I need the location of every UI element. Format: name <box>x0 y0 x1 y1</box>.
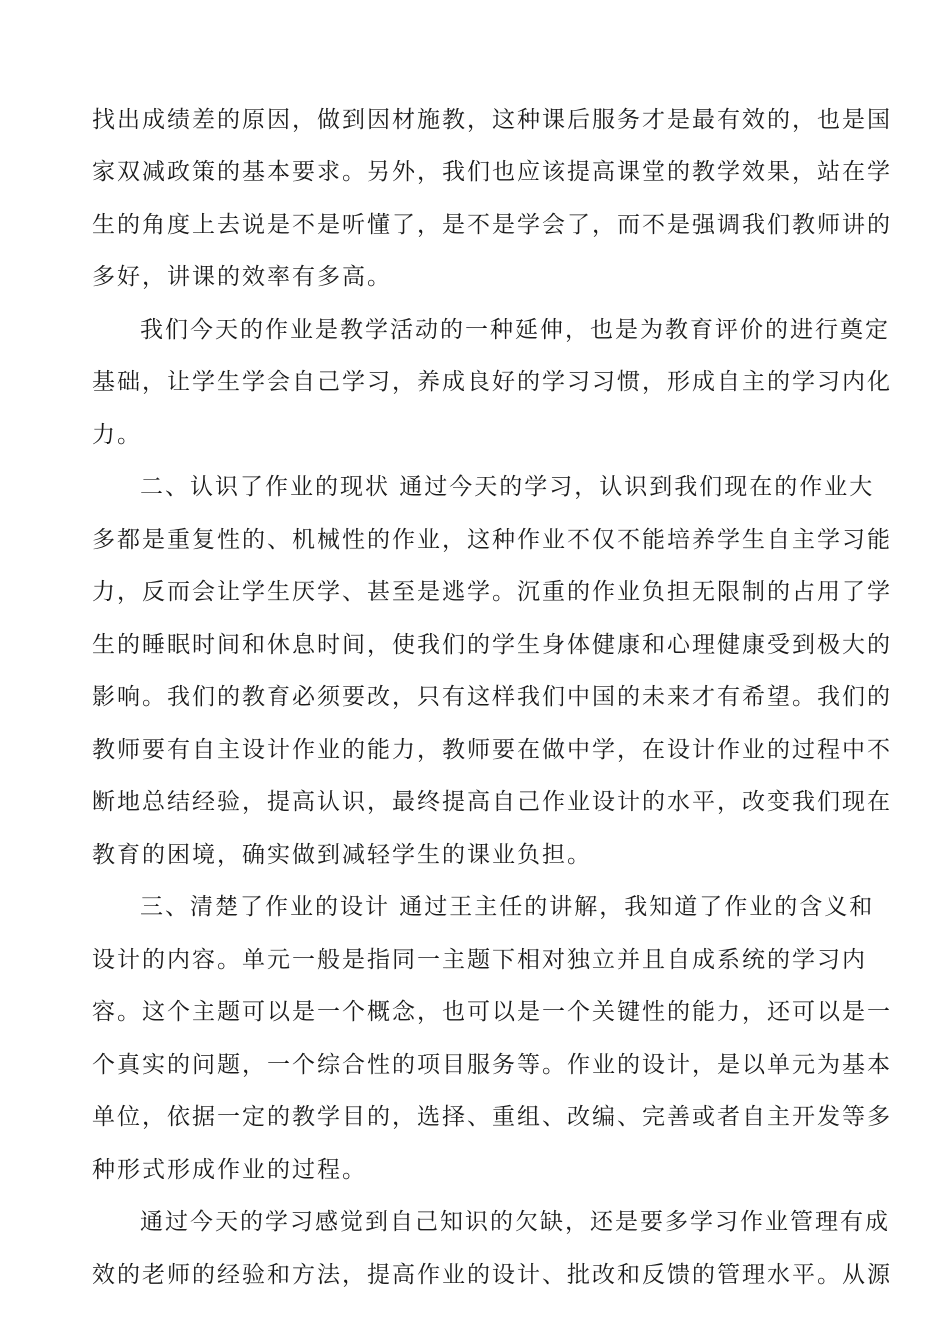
paragraph-3-line-5: 影响。我们的教育必须要改，只有这样我们中国的未来才有希望。我们的 <box>92 684 892 710</box>
paragraph-2-line-2: 基础，让学生学会自己学习，养成良好的学习习惯，形成自主的学习内化 <box>92 369 892 395</box>
paragraph-2-line-1: 我们今天的作业是教学活动的一种延伸，也是为教育评价的进行奠定 <box>140 317 890 343</box>
paragraph-1-line-4: 多好，讲课的效率有多高。 <box>92 264 392 290</box>
paragraph-4-line-1: 三、清楚了作业的设计 通过王主任的讲解，我知道了作业的含义和 <box>140 894 875 920</box>
paragraph-4-line-3: 容。这个主题可以是一个概念，也可以是一个关键性的能力，还可以是一 <box>92 999 892 1025</box>
paragraph-3-line-6: 教师要有自主设计作业的能力，教师要在做中学，在设计作业的过程中不 <box>92 737 892 763</box>
paragraph-5-line-2: 效的老师的经验和方法，提高作业的设计、批改和反馈的管理水平。从源 <box>92 1262 892 1288</box>
paragraph-2-line-3: 力。 <box>92 422 142 448</box>
paragraph-3-line-2: 多都是重复性的、机械性的作业，这种作业不仅不能培养学生自主学习能 <box>92 527 892 553</box>
paragraph-3-line-4: 生的睡眠时间和休息时间，使我们的学生身体健康和心理健康受到极大的 <box>92 632 892 658</box>
paragraph-1-line-2: 家双减政策的基本要求。另外，我们也应该提高课堂的教学效果，站在学 <box>92 159 892 185</box>
paragraph-3-line-7: 断地总结经验，提高认识，最终提高自己作业设计的水平，改变我们现在 <box>92 789 892 815</box>
paragraph-4-line-4: 个真实的问题，一个综合性的项目服务等。作业的设计，是以单元为基本 <box>92 1052 892 1078</box>
paragraph-4-line-5: 单位，依据一定的教学目的，选择、重组、改编、完善或者自主开发等多 <box>92 1104 892 1130</box>
paragraph-1-line-1: 找出成绩差的原因，做到因材施教，这种课后服务才是最有效的，也是国 <box>92 107 892 133</box>
paragraph-4-line-2: 设计的内容。单元一般是指同一主题下相对独立并且自成系统的学习内 <box>92 947 867 973</box>
paragraph-1-line-3: 生的角度上去说是不是听懂了，是不是学会了，而不是强调我们教师讲的 <box>92 212 892 238</box>
paragraph-5-line-1: 通过今天的学习感觉到自己知识的欠缺，还是要多学习作业管理有成 <box>140 1209 890 1235</box>
paragraph-3-line-1: 二、认识了作业的现状 通过今天的学习，认识到我们现在的作业大 <box>140 474 875 500</box>
paragraph-4-line-6: 种形式形成作业的过程。 <box>92 1157 367 1183</box>
paragraph-3-line-8: 教育的困境，确实做到减轻学生的课业负担。 <box>92 842 592 868</box>
paragraph-3-line-3: 力，反而会让学生厌学、甚至是逃学。沉重的作业负担无限制的占用了学 <box>92 579 892 605</box>
